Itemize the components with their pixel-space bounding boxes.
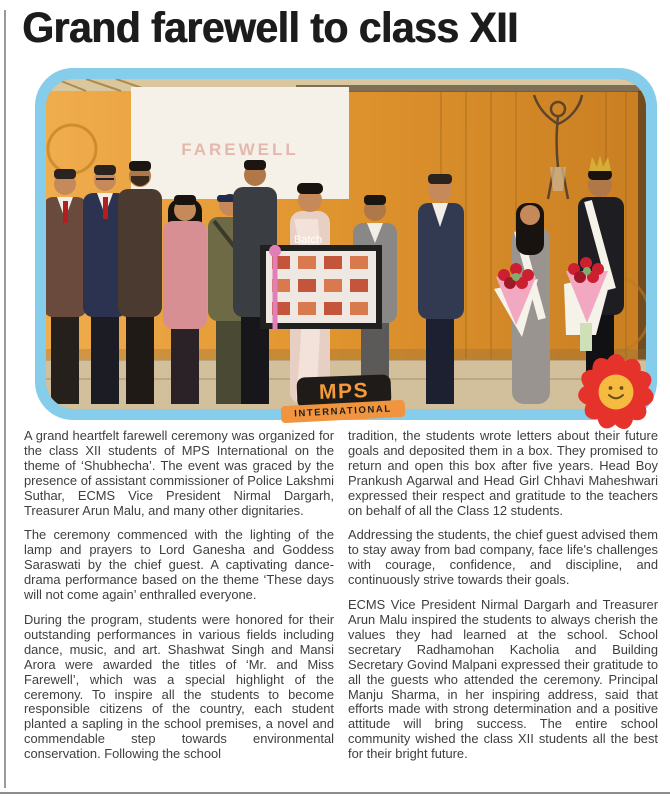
- article-body: [24, 429, 658, 772]
- paragraph: ECMS Vice President Nirmal Dargarh and Treasurer Arun Malu inspired the students to always cherish the values they had learned at the school. School secretary Radhamohan Kacholia and Building Secretary Govind Malpani expressed their gratitude to all the guests who attended the ceremony. Principal Manju Sharma, in her inspiring address, said that efforts made with strong determination and a positive attitude will bring success. The entire school community wished the class XII students all the best for their bright future.: [348, 597, 658, 762]
- paragraph: During the program, students were honored for their outstanding performances in various fields including dance, music, and art. Shashwat Singh and Mansi Arora were awarded the titles of ‘Mr. and Miss Farewell’, which was a special highlight of the ceremony. To inspire all the students to become responsible citizens of the country, each student planted a sapling in the school premises, a novel and commendable step towards environmental conservation. Following the school: [24, 611, 334, 762]
- framed-collage: [260, 234, 382, 329]
- article-column-left: [24, 429, 334, 772]
- left-margin-rule: [4, 10, 6, 788]
- mps-logo-name: MPS: [318, 378, 370, 404]
- paragraph: A grand heartfelt farewell ceremony was organized for the class XII students of MPS International on the theme of ‘Shubhecha’. The event was graced by the presence of assistant commissioner of Police Lakshmi Suthar, ECMS Vice President Nirmal Dargarh, Treasurer Arun Malu, and many other dignitaries.: [24, 428, 334, 518]
- screen-text: FAREWELL: [181, 140, 299, 159]
- paragraph: The ceremony commenced with the lighting of the lamp and prayers to Lord Ganesha and Goddess Saraswati by the chief guest. A captivating dance-drama performance based on the theme ‘These days will not come again’ enthralled everyone.: [24, 527, 334, 603]
- paragraph: tradition, the students wrote letters about their future goals and deposited them in a box. They promised to return and open this box after five years. Head Boy Prankush Agarwal and Head Girl Chhavi Maheshwari expressed their respect and gratitude to the teachers on behalf of all the Class 12 students.: [348, 428, 658, 518]
- paragraph: Addressing the students, the chief guest advised them to stay away from bad company, face life's challenges with courage, confidence, and discipline, and continuously strive towards their goals.: [348, 527, 658, 588]
- article-column-right: [348, 429, 658, 772]
- mps-logo-tagline: INTERNATIONAL: [293, 403, 393, 420]
- page-title: Grand farewell to class XII: [22, 4, 518, 52]
- smiley-flower-icon: [570, 346, 662, 438]
- mps-logo: [281, 374, 421, 426]
- bottom-rule: [0, 792, 670, 794]
- screen-caption: Batch: [294, 234, 323, 246]
- ceremony-photo: [46, 79, 646, 409]
- photo-frame: [35, 68, 657, 420]
